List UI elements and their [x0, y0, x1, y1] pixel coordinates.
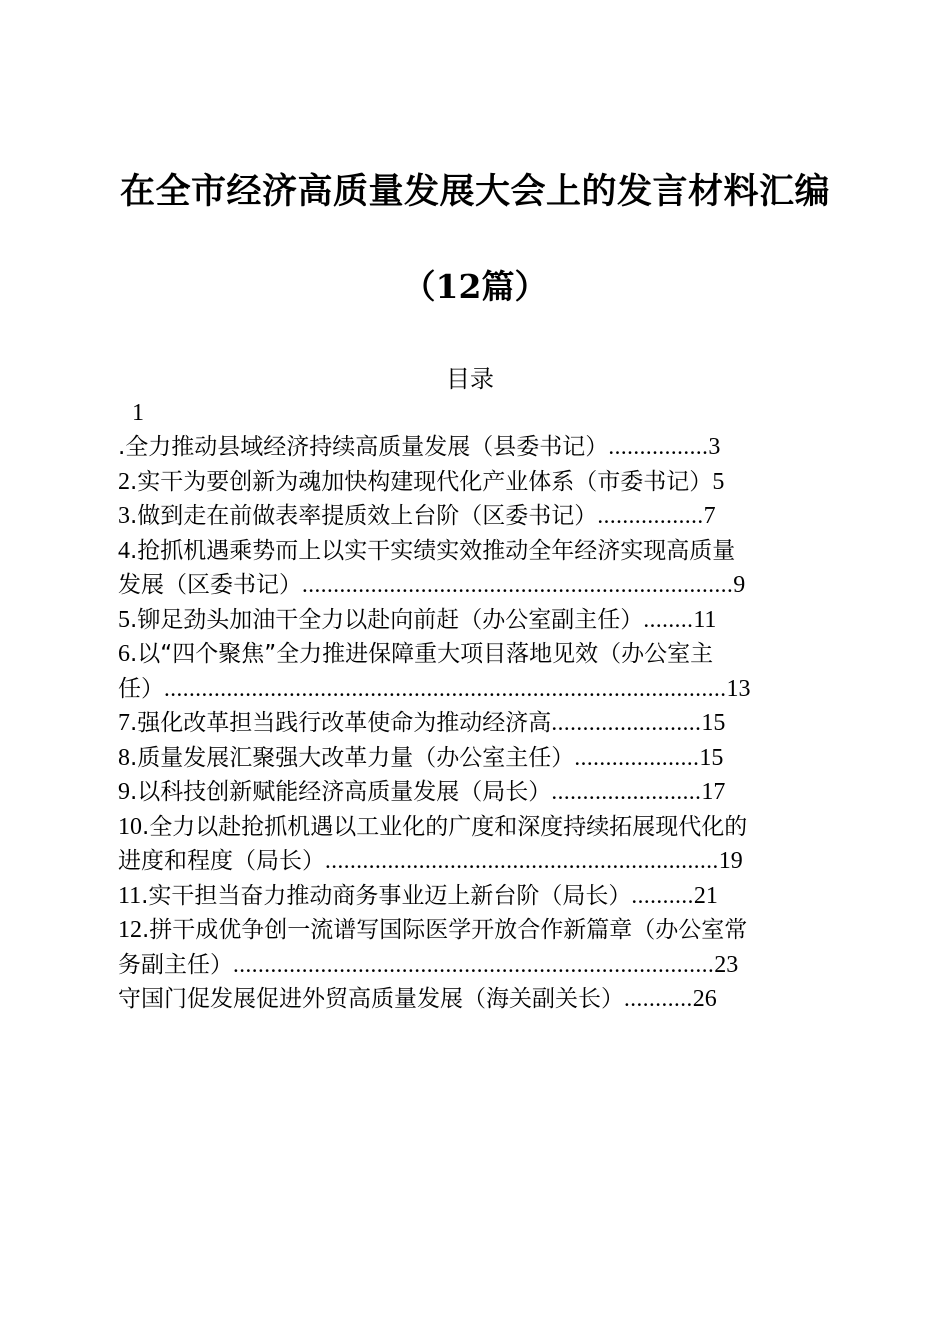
toc-leader-dots: ................ — [608, 434, 709, 459]
toc-page-number: 13 — [726, 675, 751, 702]
toc-stray-number: 1 — [132, 400, 144, 426]
toc-leader-dots: .................... — [574, 744, 700, 770]
toc-page-number: 26 — [692, 986, 717, 1012]
toc-entry-line — [118, 879, 828, 914]
toc-entry[interactable] — [118, 810, 828, 879]
toc-page-number: 21 — [693, 882, 718, 909]
toc-page-number: 17 — [701, 779, 726, 805]
toc-entry-title: 4.抢抓机遇乘势而上以实干实绩实效推动全年经济实现高质量 — [118, 537, 736, 564]
toc-leader-dots: ........ — [643, 606, 694, 632]
toc-leader-dots: ............................................................... — [325, 848, 719, 873]
toc-entry-line — [118, 603, 828, 638]
toc-entry-title: 2.实干为要创新为魂加快构建现代化产业体系（市委书记） — [118, 468, 713, 495]
toc-entry[interactable] — [118, 741, 828, 776]
toc-entry-title: .全力推动县域经济持续高质量发展（县委书记） — [118, 434, 609, 460]
toc-entry-title: 进度和程度（局长） — [118, 848, 325, 874]
toc-page-number: 9 — [733, 572, 746, 598]
toc-entry-line — [118, 775, 828, 810]
toc-leader-dots: ........................ — [551, 710, 702, 735]
toc-entry-title: 10.全力以赴抢抓机遇以工业化的广度和深度持续拓展现代化的 — [118, 813, 748, 840]
toc-page-number: 23 — [714, 951, 739, 978]
toc-heading: 目录 — [446, 365, 494, 393]
toc-entry-line — [118, 948, 828, 983]
document-title: 在全市经济高质量发展大会上的发言材料汇编 — [119, 171, 830, 212]
toc-entry-title: 9.以科技创新赋能经济高质量发展（局长） — [118, 779, 552, 805]
toc-entry-line — [118, 810, 828, 845]
toc-entry-line — [118, 706, 828, 741]
table-of-contents — [118, 430, 828, 1017]
toc-entry-title: 6.以“四个聚焦”全力推进保障重大项目落地见效（办公室主 — [118, 641, 714, 667]
toc-entry-line — [118, 568, 828, 603]
toc-entry-line — [118, 844, 828, 879]
toc-entry[interactable] — [118, 982, 828, 1017]
toc-entry-title: 守国门促发展促进外贸高质量发展（海关副关长） — [118, 986, 624, 1012]
toc-leader-dots: .......................................................................................... — [164, 675, 727, 701]
toc-entry-title: 任） — [118, 675, 164, 702]
toc-entry-line — [118, 913, 828, 948]
toc-page-number: 5 — [712, 468, 725, 495]
toc-leader-dots: ..................................................................... — [302, 572, 734, 597]
toc-entry-title: 5.铆足劲头加油干全力以赴向前赶（办公室副主任） — [118, 606, 644, 633]
toc-entry-line — [118, 534, 828, 569]
document-subtitle: （12篇） — [402, 267, 548, 306]
toc-entry-title: 8.质量发展汇聚强大改革力量（办公室主任） — [118, 744, 575, 771]
toc-page-number: 3 — [708, 434, 721, 460]
toc-entry[interactable] — [118, 775, 828, 810]
toc-entry-title: 3.做到走在前做表率提质效上台阶（区委书记） — [118, 503, 598, 529]
toc-entry-line — [118, 672, 828, 707]
toc-entry[interactable] — [118, 465, 828, 500]
toc-entry[interactable] — [118, 637, 828, 706]
toc-page-number: 19 — [718, 848, 743, 874]
toc-leader-dots: ........................ — [551, 779, 702, 804]
toc-entry[interactable] — [118, 706, 828, 741]
toc-leader-dots: ............................................................................. — [233, 951, 715, 977]
toc-entry-line — [118, 741, 828, 776]
toc-entry[interactable] — [118, 603, 828, 638]
toc-entry-title: 发展（区委书记） — [118, 572, 302, 598]
toc-leader-dots: .......... — [631, 882, 694, 908]
toc-leader-dots: ................. — [597, 503, 704, 528]
toc-page-number: 15 — [699, 744, 724, 771]
toc-entry[interactable] — [118, 879, 828, 914]
toc-entry-title: 12.拼干成优争创一流谱写国际医学开放合作新篇章（办公室常 — [118, 917, 748, 943]
toc-leader-dots: ........... — [624, 986, 693, 1011]
toc-entry-title: 务副主任） — [118, 951, 233, 978]
toc-entry-line — [118, 982, 828, 1017]
toc-entry-title: 11.实干担当奋力推动商务事业迈上新台阶（局长） — [118, 882, 632, 909]
toc-page-number: 15 — [701, 710, 726, 736]
toc-entry[interactable] — [118, 913, 828, 982]
toc-entry-line — [118, 637, 828, 672]
toc-entry-line — [118, 430, 828, 465]
toc-page-number: 11 — [693, 606, 717, 633]
toc-page-number: 7 — [703, 503, 716, 529]
toc-entry[interactable] — [118, 534, 828, 603]
toc-entry[interactable] — [118, 430, 828, 465]
toc-entry-line — [118, 465, 828, 500]
toc-entry-line — [118, 499, 828, 534]
toc-entry-title: 7.强化改革担当践行改革使命为推动经济高 — [118, 710, 552, 736]
toc-entry[interactable] — [118, 499, 828, 534]
